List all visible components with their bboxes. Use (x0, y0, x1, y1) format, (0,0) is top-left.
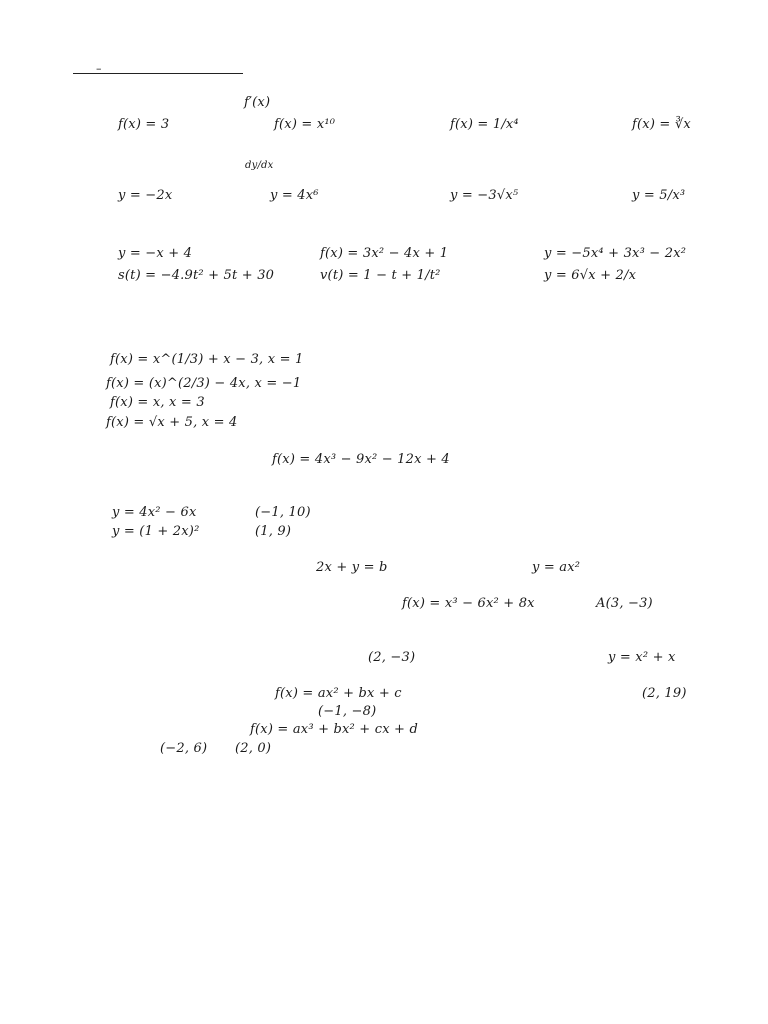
problem-4d: f(x) = √x + 5, x = 4 (106, 415, 238, 430)
problem-5: f(x) = 4x³ − 9x² − 12x + 4 (272, 452, 450, 467)
problem-1b: f(x) = x¹⁰ (274, 117, 336, 132)
problem-3e: v(t) = 1 − t + 1/t² (320, 268, 441, 283)
title-dash: – (96, 62, 102, 75)
problem-6a-equation: y = 4x² − 6x (112, 505, 197, 520)
problem-11-point-a: (−2, 6) (160, 741, 208, 756)
problem-4c: f(x) = x, x = 3 (110, 395, 205, 410)
problem-2a: y = −2x (118, 188, 173, 203)
problem-8-point: A(3, −3) (596, 596, 653, 611)
problem-4b: f(x) = (x)^(2/3) − 4x, x = −1 (106, 376, 302, 391)
problem-3b: f(x) = 3x² − 4x + 1 (320, 246, 449, 261)
problem-10-point-b: (−1, −8) (318, 704, 377, 719)
title-underline (73, 73, 243, 74)
problem-7-line: 2x + y = b (316, 560, 388, 575)
problem-8-function: f(x) = x³ − 6x² + 8x (402, 596, 535, 611)
problem-2d: y = 5/x³ (632, 188, 686, 203)
problem-6a-point: (−1, 10) (255, 505, 311, 520)
problem-11-function: f(x) = ax³ + bx² + cx + d (250, 722, 419, 737)
problem-2b: y = 4x⁶ (270, 188, 319, 203)
problem-10-point-a: (2, 19) (642, 686, 687, 701)
problem-3d: s(t) = −4.9t² + 5t + 30 (118, 268, 275, 283)
instruction-derivative: f′(x) (244, 95, 271, 110)
problem-1d: f(x) = ∛x (632, 117, 691, 132)
problem-7-parabola: y = ax² (532, 560, 581, 575)
problem-11-point-b: (2, 0) (235, 741, 272, 756)
problem-10-function: f(x) = ax² + bx + c (275, 686, 402, 701)
problem-3f: y = 6√x + 2/x (544, 268, 637, 283)
instruction-dydx: dy/dx (245, 160, 274, 171)
problem-1a: f(x) = 3 (118, 117, 170, 132)
problem-1c: f(x) = 1/x⁴ (450, 117, 519, 132)
problem-9-point: (2, −3) (368, 650, 416, 665)
problem-6b-equation: y = (1 + 2x)² (112, 524, 200, 539)
problem-2c: y = −3√x⁵ (450, 188, 519, 203)
problem-4a: f(x) = x^(1/3) + x − 3, x = 1 (110, 352, 304, 367)
problem-3c: y = −5x⁴ + 3x³ − 2x² (544, 246, 687, 261)
problem-6b-point: (1, 9) (255, 524, 292, 539)
problem-9-function: y = x² + x (608, 650, 676, 665)
problem-3a: y = −x + 4 (118, 246, 193, 261)
